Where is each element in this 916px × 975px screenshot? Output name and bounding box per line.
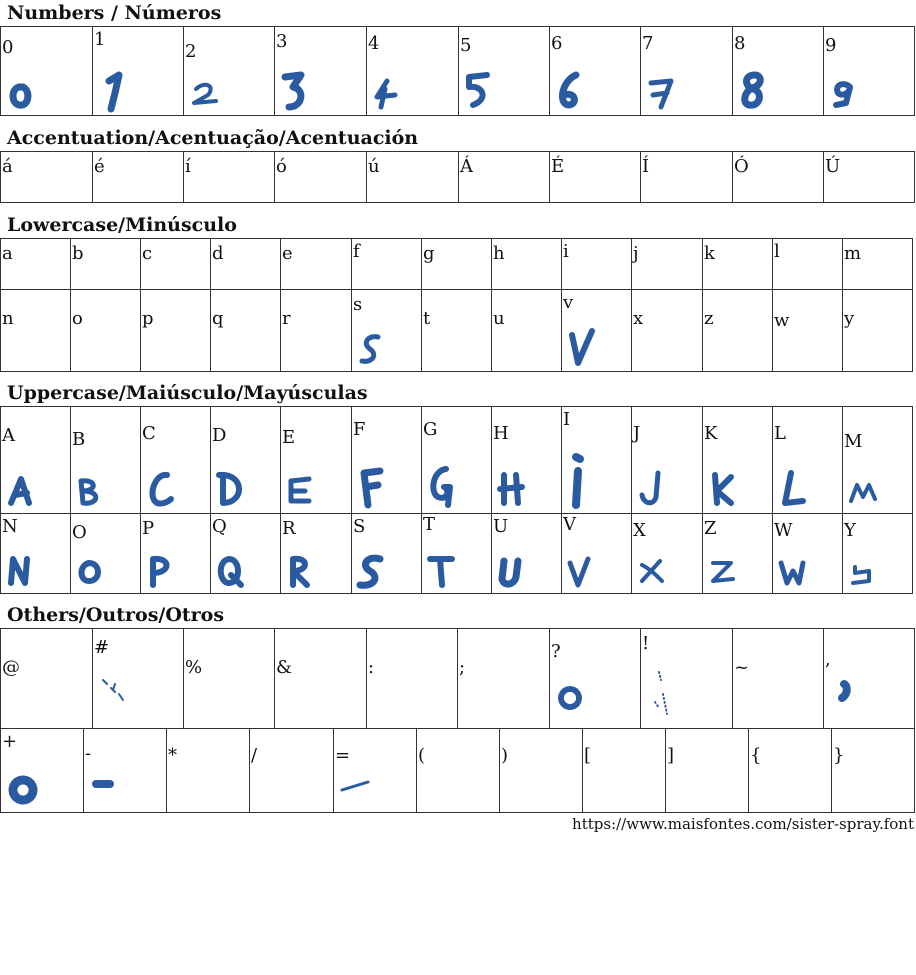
char-label: 9 (825, 35, 837, 56)
char-cell (492, 406, 562, 514)
char-label: c (142, 243, 153, 264)
char-cell (367, 628, 458, 729)
others-grid (0, 628, 916, 813)
section-title-others: Others/Outros/Otros (7, 604, 225, 626)
glyph-O-icon (75, 551, 115, 591)
char-cell (458, 628, 550, 729)
glyph-4-icon (371, 73, 411, 113)
char-cell (733, 628, 824, 729)
char-cell (167, 729, 250, 813)
glyph-R-icon (285, 551, 325, 591)
glyph-minus-icon (88, 762, 128, 802)
accents-grid (0, 151, 916, 203)
char-cell (562, 406, 632, 514)
glyph-Q-icon (215, 551, 255, 591)
char-label: ú (368, 156, 380, 177)
char-cell (843, 514, 913, 594)
char-label: 3 (276, 31, 288, 52)
glyph-equals-icon (338, 762, 378, 802)
glyph-3-icon (279, 69, 319, 113)
char-cell (422, 406, 492, 514)
char-label: U (493, 516, 509, 537)
char-cell (641, 26, 733, 116)
char-label: Ú (825, 156, 841, 177)
char-label: 6 (551, 33, 563, 54)
char-label: : (368, 657, 375, 678)
char-label: K (704, 423, 718, 444)
uppercase-row-1 (0, 406, 916, 514)
char-cell (459, 26, 550, 116)
char-label: k (704, 243, 715, 264)
char-cell (184, 26, 275, 116)
char-cell (71, 238, 141, 290)
char-cell (93, 26, 184, 116)
char-cell (1, 26, 93, 116)
glyph-M-icon (847, 471, 887, 511)
glyph-2-icon (188, 73, 228, 113)
char-cell (459, 151, 550, 203)
glyph-5-icon (463, 69, 503, 113)
glyph-W-icon (777, 551, 817, 591)
char-label: W (774, 520, 793, 541)
numbers-row (0, 26, 916, 116)
char-cell (703, 238, 773, 290)
char-label: + (2, 731, 18, 752)
char-cell (334, 729, 417, 813)
char-label: Á (460, 156, 473, 177)
char-label: é (94, 156, 105, 177)
char-cell (211, 290, 281, 372)
char-cell (843, 238, 913, 290)
char-label: 4 (368, 33, 380, 54)
char-cell (211, 514, 281, 594)
numbers-grid (0, 26, 916, 116)
char-cell (281, 514, 352, 594)
glyph-L-icon (777, 467, 817, 511)
section-title-numbers: Numbers / Números (7, 2, 222, 24)
glyph-G-icon (426, 463, 466, 511)
glyph-S-icon (356, 551, 396, 591)
glyph-Y-icon (847, 551, 887, 591)
char-cell (367, 26, 459, 116)
char-label: 2 (185, 41, 197, 62)
glyph-hash-icon (97, 672, 137, 712)
char-cell (583, 729, 666, 813)
char-label: z (704, 308, 714, 329)
char-cell (211, 238, 281, 290)
char-label: N (2, 516, 18, 537)
char-cell (492, 514, 562, 594)
char-cell (211, 406, 281, 514)
char-label: , (825, 649, 831, 670)
char-label: X (633, 520, 646, 541)
char-label: ~ (734, 657, 750, 678)
glyph-s-icon (356, 329, 396, 369)
char-label: v (563, 292, 574, 313)
char-cell (824, 26, 915, 116)
char-cell (500, 729, 583, 813)
char-label: R (282, 518, 296, 539)
char-label: O (72, 522, 87, 543)
char-cell (1, 514, 71, 594)
glyph-B-icon (75, 471, 115, 511)
glyph-P-icon (145, 551, 185, 591)
char-cell (562, 238, 632, 290)
char-label: # (94, 637, 110, 658)
glyph-comma-icon (828, 672, 868, 712)
glyph-I-icon (566, 451, 606, 511)
char-cell (773, 238, 843, 290)
char-cell (281, 290, 352, 372)
char-cell (141, 290, 211, 372)
char-cell (703, 514, 773, 594)
char-label: y (844, 308, 855, 329)
char-label: ) (501, 745, 509, 766)
char-label: M (844, 431, 863, 452)
char-cell (422, 290, 492, 372)
char-cell (352, 238, 422, 290)
glyph-v-icon (566, 325, 606, 369)
char-label: [ (584, 745, 592, 766)
char-label: r (282, 308, 291, 329)
char-label: % (185, 657, 203, 678)
char-label: B (72, 429, 86, 450)
char-label: l (774, 241, 780, 262)
char-cell (632, 290, 703, 372)
char-label: ; (459, 657, 466, 678)
glyph-A-icon (5, 471, 45, 511)
char-cell (281, 238, 352, 290)
char-cell (492, 238, 562, 290)
char-label: Q (212, 516, 227, 537)
char-label: ( (418, 745, 426, 766)
char-label: m (844, 243, 862, 264)
char-cell (422, 514, 492, 594)
char-cell (1, 238, 71, 290)
glyph-F-icon (356, 463, 396, 511)
char-cell (773, 406, 843, 514)
char-cell (422, 238, 492, 290)
char-label: s (353, 294, 363, 315)
lowercase-row-1 (0, 238, 916, 290)
char-label: u (493, 308, 505, 329)
char-cell (93, 628, 184, 729)
char-label: x (633, 308, 644, 329)
char-label: G (423, 419, 438, 440)
char-cell (367, 151, 459, 203)
char-label: Y (844, 520, 856, 541)
char-cell (773, 290, 843, 372)
char-cell (352, 514, 422, 594)
glyph-E-icon (285, 471, 325, 511)
char-cell (1, 290, 71, 372)
glyph-8-icon (737, 69, 777, 113)
char-cell (843, 406, 913, 514)
char-label: J (633, 423, 641, 444)
char-label: á (2, 156, 13, 177)
char-cell (492, 290, 562, 372)
glyph-6-icon (554, 69, 594, 113)
others-row-1 (0, 628, 916, 729)
char-cell (352, 290, 422, 372)
char-cell (824, 151, 915, 203)
char-cell (184, 151, 275, 203)
char-label: - (85, 743, 92, 764)
char-label: L (774, 423, 786, 444)
glyph-1-icon (97, 69, 137, 113)
char-label: T (423, 514, 436, 535)
others-row-2 (0, 729, 916, 813)
char-cell (275, 628, 367, 729)
char-cell (562, 290, 632, 372)
char-cell (71, 406, 141, 514)
glyph-Z-icon (707, 551, 747, 591)
char-label: h (493, 243, 505, 264)
char-cell (703, 406, 773, 514)
char-label: C (142, 423, 156, 444)
section-title-lowercase: Lowercase/Minúsculo (7, 214, 237, 236)
glyph-0-icon (5, 73, 45, 113)
char-cell (141, 238, 211, 290)
char-cell (550, 628, 641, 729)
char-cell (641, 151, 733, 203)
char-label: S (353, 516, 366, 537)
char-label: í (185, 156, 191, 177)
char-cell (550, 151, 641, 203)
char-cell (1, 151, 93, 203)
char-label: P (142, 518, 155, 539)
char-cell (275, 151, 367, 203)
footer-url-link[interactable]: https://www.maisfontes.com/sister-spray.font (572, 815, 914, 833)
char-label: Í (642, 156, 650, 177)
char-cell (1, 729, 84, 813)
char-label: q (212, 308, 224, 329)
char-cell (749, 729, 832, 813)
char-cell (184, 628, 275, 729)
char-label: } (833, 745, 845, 766)
glyph-C-icon (145, 467, 185, 511)
lowercase-grid (0, 238, 916, 372)
char-label: a (2, 243, 13, 264)
glyph-N-icon (5, 551, 45, 591)
char-label: / (251, 745, 258, 766)
char-cell (773, 514, 843, 594)
char-label: & (276, 657, 293, 678)
char-label: @ (2, 657, 20, 678)
char-label: p (142, 308, 154, 329)
char-cell (632, 514, 703, 594)
char-label: w (774, 310, 790, 331)
uppercase-row-2 (0, 514, 916, 594)
char-label: { (750, 745, 762, 766)
char-label: t (423, 308, 431, 329)
char-cell (632, 406, 703, 514)
char-label: Z (704, 518, 717, 539)
glyph-U-icon (496, 551, 536, 591)
lowercase-row-2 (0, 290, 916, 372)
char-label: I (563, 409, 571, 430)
glyph-exclamation-icon (645, 666, 685, 726)
char-label: n (2, 308, 14, 329)
char-cell (250, 729, 334, 813)
char-cell (281, 406, 352, 514)
accents-row (0, 151, 916, 203)
char-cell (843, 290, 913, 372)
char-label: H (493, 423, 509, 444)
char-label: ] (667, 745, 675, 766)
glyph-K-icon (707, 467, 747, 511)
glyph-7-icon (645, 73, 685, 113)
char-label: = (335, 745, 351, 766)
char-cell (733, 26, 824, 116)
char-label: 5 (460, 35, 472, 56)
char-cell (562, 514, 632, 594)
char-label: A (2, 425, 15, 446)
char-cell (632, 238, 703, 290)
uppercase-grid (0, 406, 916, 594)
char-cell (71, 290, 141, 372)
char-label: ! (642, 633, 650, 654)
char-label: ó (276, 156, 287, 177)
char-label: 7 (642, 33, 654, 54)
glyph-V-icon (566, 551, 606, 591)
char-label: b (72, 243, 84, 264)
glyph-plus-icon (5, 766, 45, 810)
char-cell (641, 628, 733, 729)
glyph-D-icon (215, 467, 255, 511)
char-label: 1 (94, 29, 106, 50)
char-cell (352, 406, 422, 514)
char-label: E (282, 427, 296, 448)
glyph-question-icon (554, 678, 594, 718)
char-label: j (633, 243, 639, 264)
char-label: f (353, 241, 360, 262)
char-label: F (353, 419, 366, 440)
char-label: i (563, 241, 569, 262)
char-cell (550, 26, 641, 116)
char-cell (1, 628, 93, 729)
char-cell (141, 514, 211, 594)
char-label: É (551, 156, 565, 177)
glyph-9-icon (828, 73, 868, 113)
glyph-X-icon (636, 551, 676, 591)
char-label: g (423, 243, 435, 264)
char-cell (666, 729, 749, 813)
char-label: ? (551, 641, 561, 662)
char-cell (1, 406, 71, 514)
char-label: 8 (734, 33, 746, 54)
char-cell (141, 406, 211, 514)
char-cell (93, 151, 184, 203)
char-cell (84, 729, 167, 813)
char-cell (275, 26, 367, 116)
char-cell (703, 290, 773, 372)
char-label: e (282, 243, 293, 264)
glyph-T-icon (426, 551, 466, 591)
section-title-accents: Accentuation/Acentuação/Acentuación (7, 127, 419, 149)
char-cell (733, 151, 824, 203)
char-label: V (563, 514, 576, 535)
glyph-J-icon (636, 467, 676, 511)
char-label: * (168, 745, 177, 766)
char-cell (824, 628, 915, 729)
char-cell (71, 514, 141, 594)
char-cell (417, 729, 500, 813)
char-label: o (72, 308, 83, 329)
section-title-uppercase: Uppercase/Maiúsculo/Mayúsculas (7, 382, 368, 404)
char-label: Ó (734, 156, 749, 177)
char-cell (832, 729, 915, 813)
char-label: d (212, 243, 224, 264)
char-label: D (212, 425, 227, 446)
char-label: 0 (2, 37, 14, 58)
glyph-H-icon (496, 467, 536, 511)
